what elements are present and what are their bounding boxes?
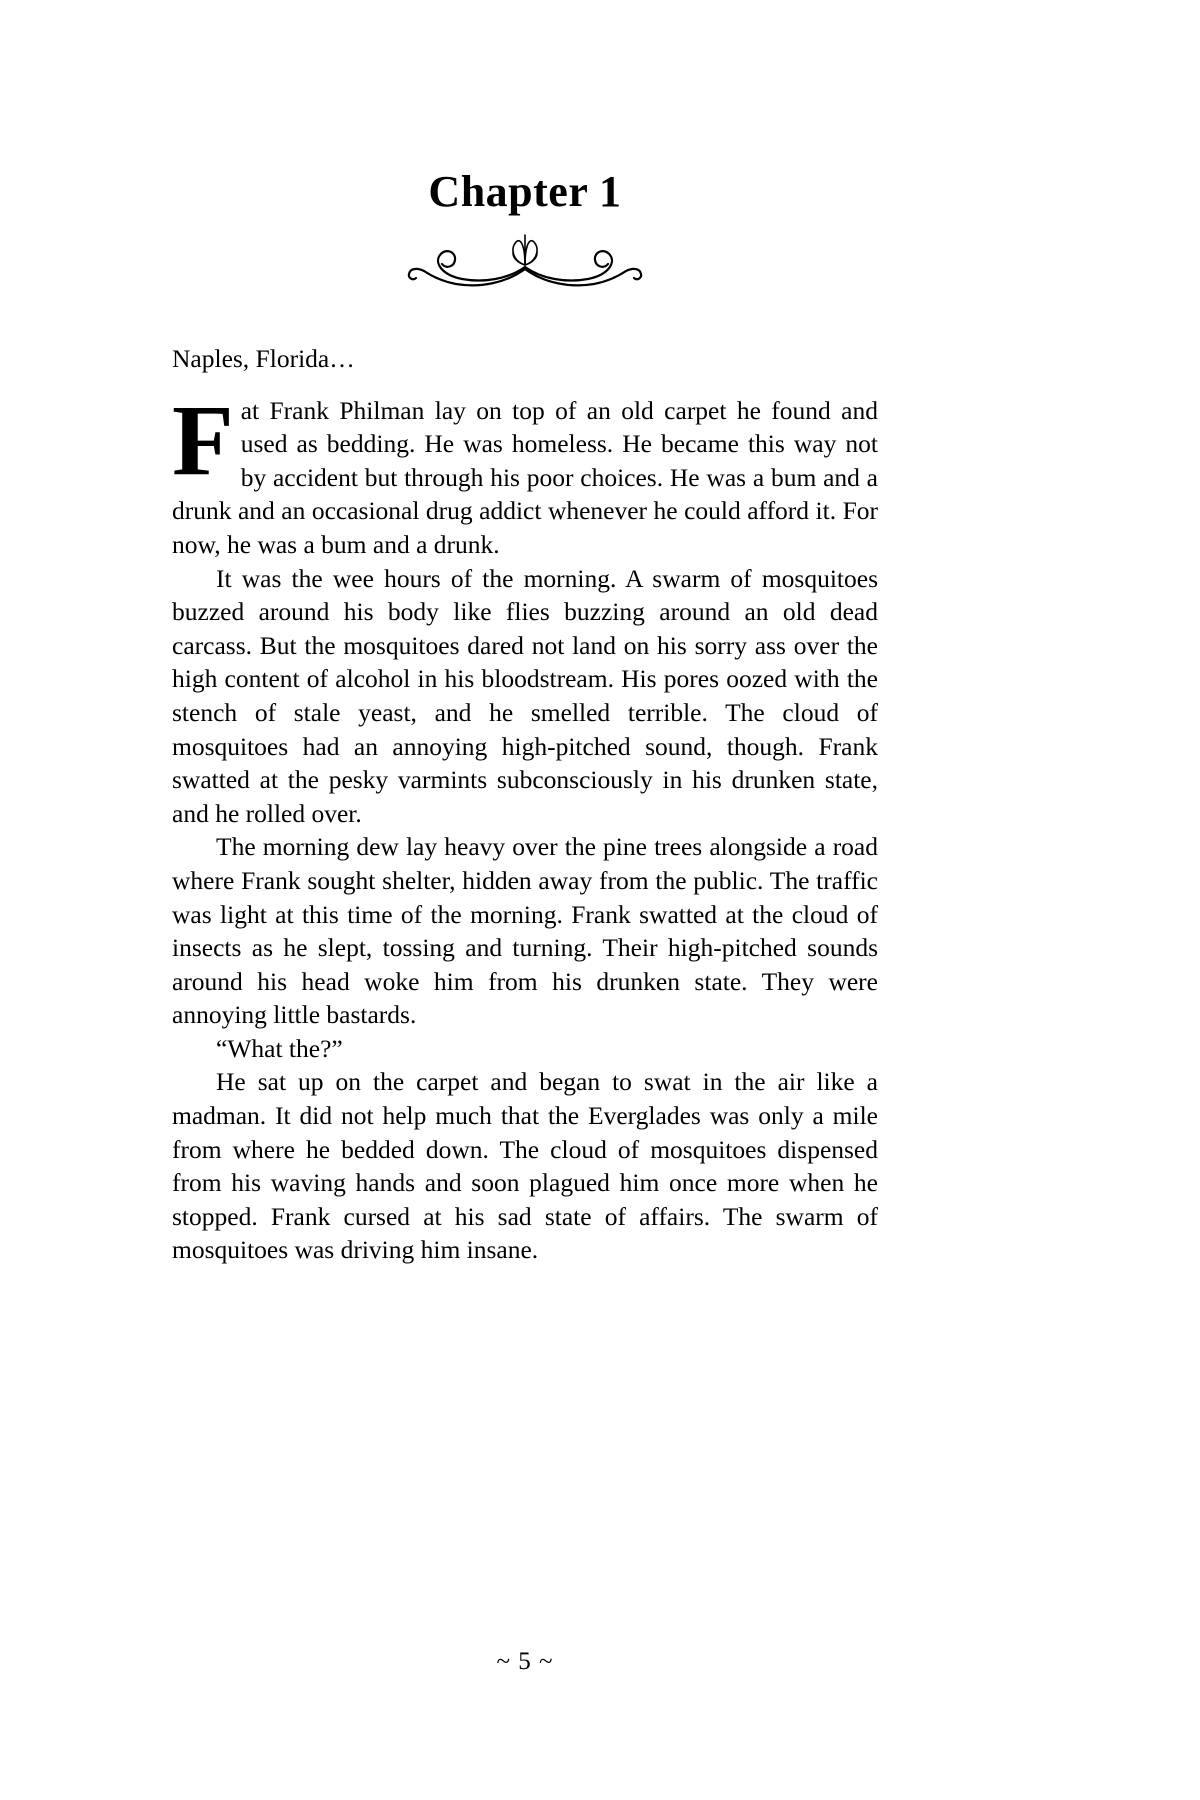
page-number-folio: ~ 5 ~: [496, 1648, 554, 1675]
flourish-divider-ornament: [172, 228, 878, 294]
paragraph-3: The morning dew lay heavy over the pine trees alongside a road where Frank sought shelter, hidden away from the public. The traffic was light at this time of the morning. Frank swatted at the cloud of insects as he slept, tossing and turning. Their high-pitched sounds around his head woke him from his drunken state. They were annoying little bastards.: [172, 832, 878, 1030]
page-title: Chapter 1: [428, 167, 622, 216]
chapter-heading: [172, 168, 878, 216]
scene-setter-line: Naples, Florida…: [172, 344, 355, 373]
chapter-body: [172, 342, 878, 1267]
paragraph-2: It was the wee hours of the morning. A swarm of mosquitoes buzzed around his body like flies buzzing around an old dead carcass. But the mosquitoes dared not land on his sorry ass over the high content of alcohol in his bloodstream. His pores oozed with the stench of stale yeast, and he smelled terrible. The cloud of mosquitoes had an annoying high-pitched sound, though. Frank swatted at the pesky varmints subconsciously in his drunken state, and he rolled over.: [172, 563, 878, 828]
paragraph-5: He sat up on the carpet and began to swat in the air like a madman. It did not help much that the Everglades was only a mile from where he bedded down. The cloud of mosquitoes dispensed from his waving hands and soon plagued him once more when he stopped. Frank cursed at his sad state of affairs. The swarm of mosquitoes was driving him insane.: [172, 1067, 878, 1265]
paragraph-4-dialogue: “What the?”: [216, 1033, 343, 1063]
paragraph-1: Fat Frank Philman lay on top of an old carpet he found and used as bedding. He was homeless. He became this way not by accident but through his poor choices. He was a bum and a drunk and an occasional drug addict whenever he could afford it. For now, he was a bum and a drunk.: [172, 383, 878, 559]
